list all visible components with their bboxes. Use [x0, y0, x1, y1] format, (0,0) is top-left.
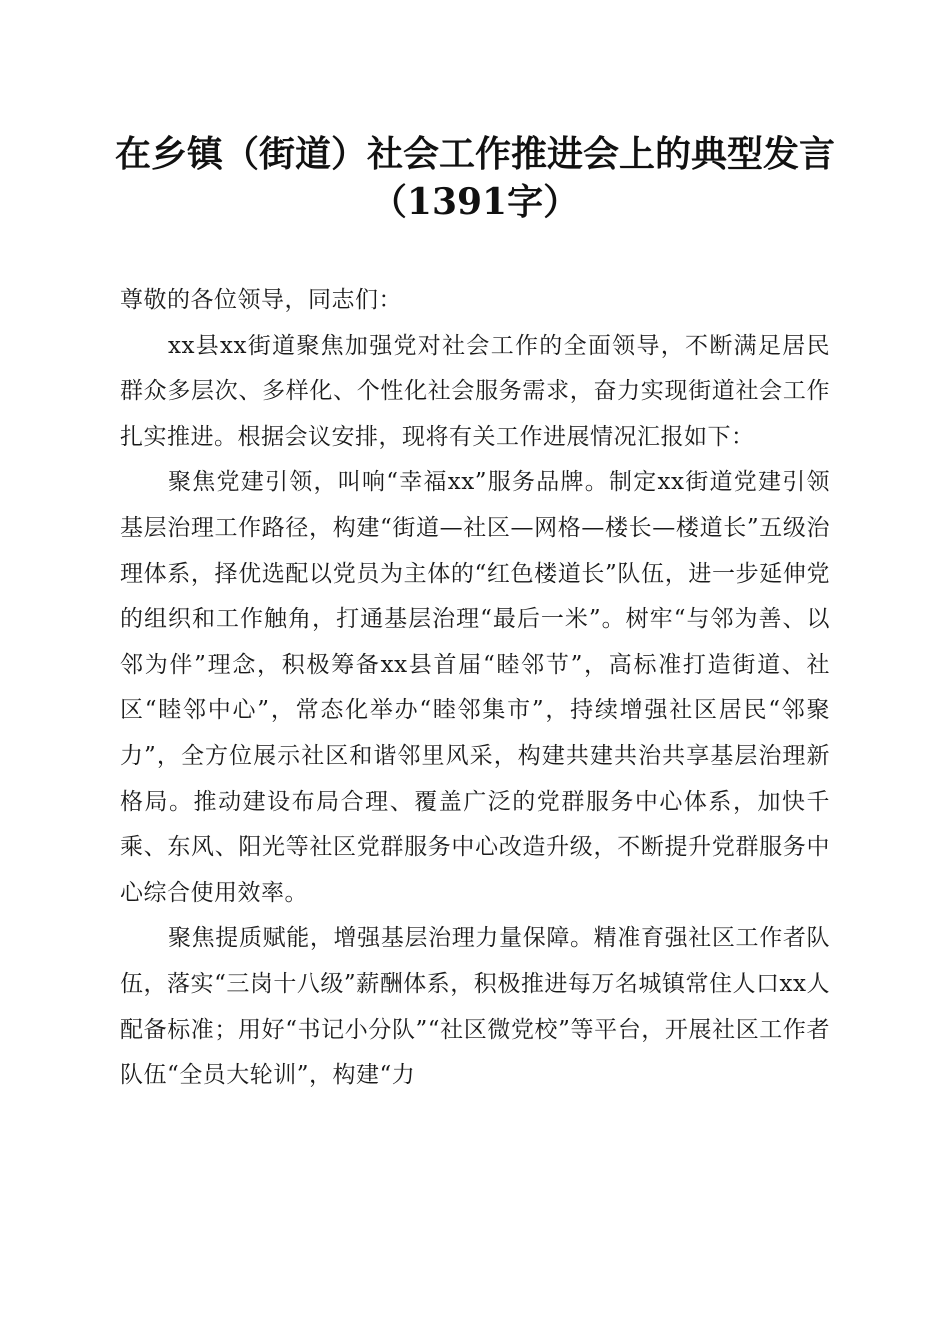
title-line-1: 在乡镇（街道）社会工作推进会上的典型发言 — [114, 133, 835, 175]
document-body — [120, 278, 830, 1099]
document-title — [100, 130, 850, 226]
salutation: 尊敬的各位领导，同志们： — [120, 287, 402, 313]
paragraph-party-building: 聚焦党建引领，叫响“幸福xx”服务品牌。制定xx街道党建引领基层治理工作路径，构建“街道—社区—网格—楼长—楼道长”五级治理体系，择优选配以党员为主体的“红色楼道长”队伍，进一步延伸党的组织和工作触角，打通基层治理“最后一米”。树牢“与邻为善、以邻为伴”理念，积极筹备xx县首届“睦邻节”，高标准打造街道、社区“睦邻中心”，常态化举办“睦邻集市”，持续增强社区居民“邻聚力”，全方位展示社区和谐邻里风采，构建共建共治共享基层治理新格局。推动建设布局合理、覆盖广泛的党群服务中心体系，加快千乘、东风、阳光等社区党群服务中心改造升级，不断提升党群服务中心综合使用效率。 — [120, 469, 830, 906]
paragraph-intro: xx县xx街道聚焦加强党对社会工作的全面领导，不断满足居民群众多层次、多样化、个性化社会服务需求，奋力实现街道社会工作扎实推进。根据会议安排，现将有关工作进展情况汇报如下： — [120, 332, 830, 450]
title-line-2: （1391字） — [370, 181, 580, 223]
paragraph-empowerment: 聚焦提质赋能，增强基层治理力量保障。精准育强社区工作者队伍，落实“三岗十八级”薪酬体系，积极推进每万名城镇常住人口xx人配备标准；用好“书记小分队”“社区微党校”等平台，开展社区工作者队伍“全员大轮训”，构建“力 — [120, 925, 830, 1089]
